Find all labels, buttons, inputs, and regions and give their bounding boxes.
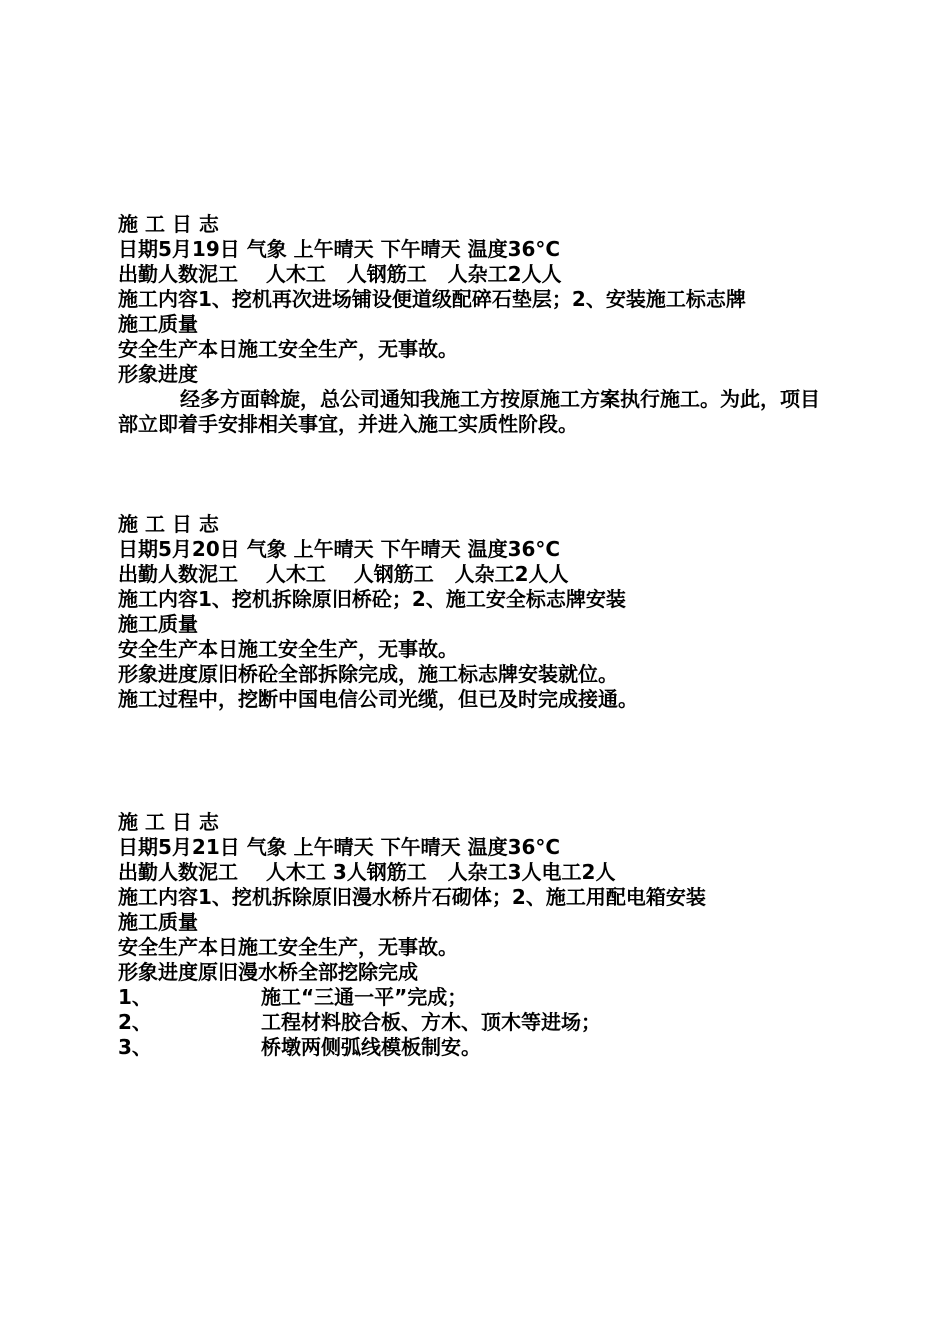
list-item-text: 施工“三通一平”完成；: [261, 985, 468, 1009]
quality-line: 施工质量: [118, 910, 198, 934]
log-title: 施 工 日 志: [118, 512, 219, 536]
log-entry-3: [118, 810, 838, 1060]
list-item: [118, 1010, 838, 1035]
content-line: 施工内容1、挖机再次进场铺设便道级配碎石垫层；2、安装施工标志牌: [118, 287, 746, 311]
log-title: 施 工 日 志: [118, 212, 219, 236]
list-item-number: 3、: [118, 1035, 152, 1059]
log-entry-1: [118, 212, 838, 437]
list-item-text: 桥墩两侧弧线模板制安。: [261, 1035, 481, 1059]
date-weather-line: 日期5月19日 气象 上午晴天 下午晴天 温度36°C: [118, 237, 561, 261]
list-item-number: 1、: [118, 985, 152, 1009]
content-line: 施工内容1、挖机拆除原旧漫水桥片石砌体；2、施工用配电箱安装: [118, 885, 706, 909]
progress-detail: 经多方面斡旋，总公司通知我施工方按原施工方案执行施工。为此，项目部立即着手安排相关事宜，并进入施工实质性阶段。: [118, 387, 820, 436]
safety-line: 安全生产本日施工安全生产，无事故。: [118, 337, 458, 361]
list-item-number: 2、: [118, 1010, 152, 1034]
attendance-line: 出勤人数泥工 人木工 人钢筋工 人杂工2人人: [118, 262, 562, 286]
attendance-line: 出勤人数泥工 人木工 人钢筋工 人杂工2人人: [118, 562, 569, 586]
safety-line: 安全生产本日施工安全生产，无事故。: [118, 637, 458, 661]
list-item: [118, 1035, 838, 1060]
progress-line: 形象进度原旧桥砼全部拆除完成，施工标志牌安装就位。: [118, 662, 618, 686]
list-item: [118, 985, 838, 1010]
log-title: 施 工 日 志: [118, 810, 219, 834]
date-weather-line: 日期5月21日 气象 上午晴天 下午晴天 温度36°C: [118, 835, 561, 859]
quality-line: 施工质量: [118, 312, 198, 336]
log-entry-2: [118, 512, 838, 712]
attendance-line: 出勤人数泥工 人木工 3人钢筋工 人杂工3人电工2人: [118, 860, 616, 884]
safety-line: 安全生产本日施工安全生产，无事故。: [118, 935, 458, 959]
progress-line: 形象进度原旧漫水桥全部挖除完成: [118, 960, 418, 984]
note-line: 施工过程中，挖断中国电信公司光缆，但已及时完成接通。: [118, 687, 638, 711]
content-line: 施工内容1、挖机拆除原旧桥砼；2、施工安全标志牌安装: [118, 587, 626, 611]
date-weather-line: 日期5月20日 气象 上午晴天 下午晴天 温度36°C: [118, 537, 561, 561]
progress-line: 形象进度: [118, 362, 198, 386]
quality-line: 施工质量: [118, 612, 198, 636]
list-item-text: 工程材料胶合板、方木、顶木等进场；: [261, 1010, 601, 1034]
